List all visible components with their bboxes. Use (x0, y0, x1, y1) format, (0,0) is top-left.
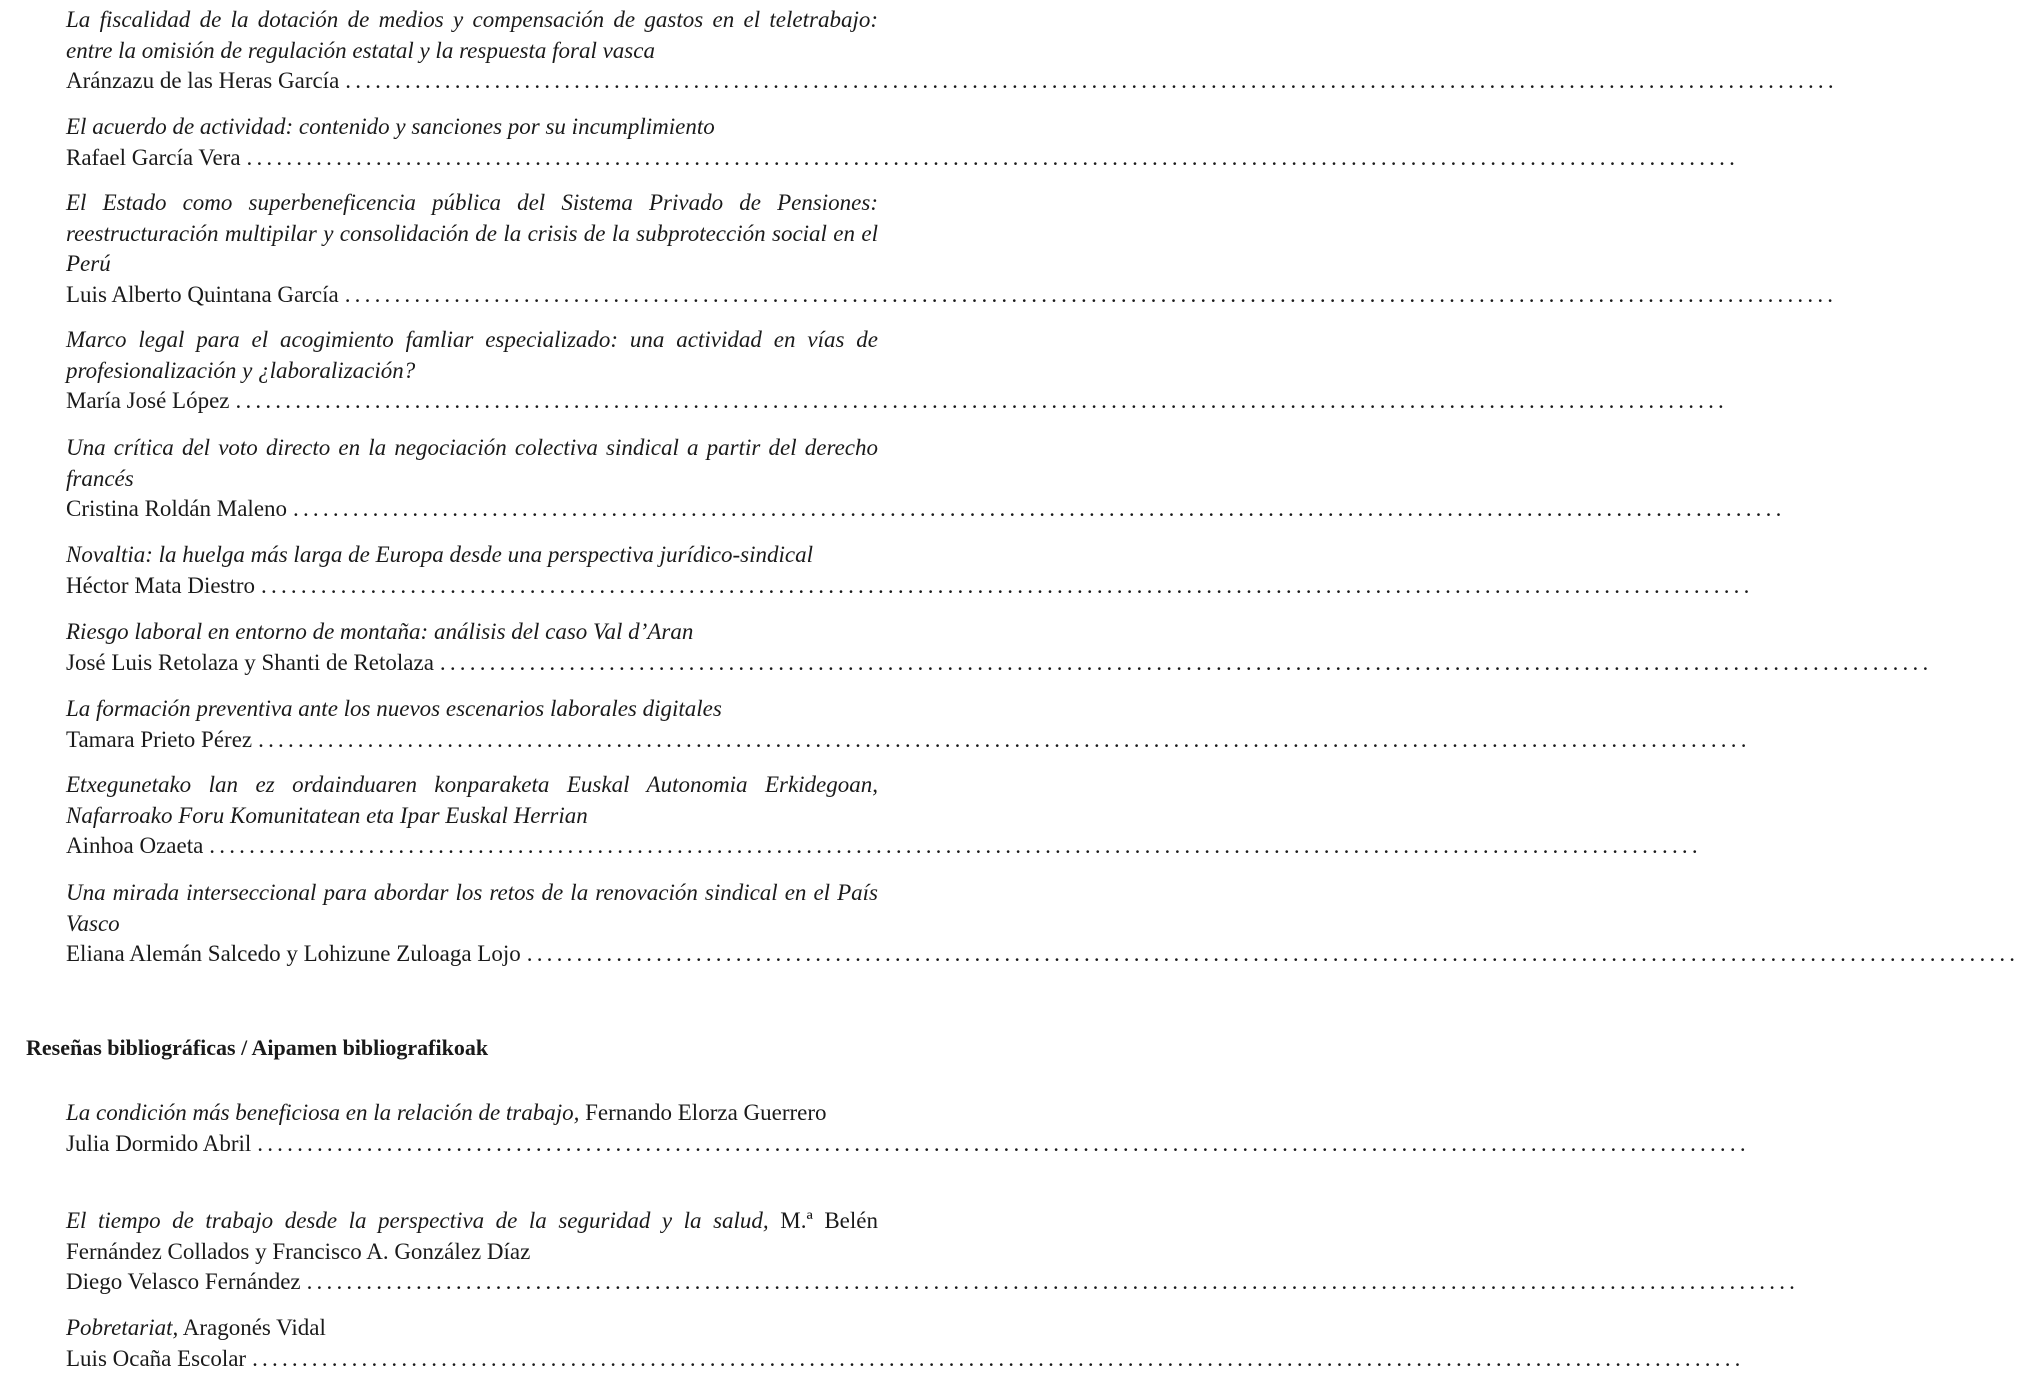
list-item (66, 540, 1754, 601)
author-line (66, 1267, 1800, 1298)
dot-leader: ...................................................................................................................................................... (246, 144, 1740, 170)
book-author: Fernando Elorza Guerrero (579, 1100, 827, 1125)
article-author: Ainhoa Ozaeta (66, 833, 204, 858)
review-book (66, 1313, 878, 1344)
book-title: La condición más beneficiosa en la relación de trabajo, (66, 1100, 580, 1125)
author-line (66, 1129, 1750, 1160)
article-author: José Luis Retolaza y Shanti de Retolaza (66, 649, 434, 675)
list-item (66, 770, 1702, 862)
reviewer: Diego Velasco Fernández (66, 1269, 301, 1294)
list-item (66, 878, 2019, 970)
article-title: La formación preventiva ante los nuevos escenarios laborales digitales (66, 696, 722, 721)
author-line (66, 66, 1838, 97)
list-item (66, 1206, 1800, 1298)
dot-leader: ...................................................................................................................................................... (293, 496, 1786, 521)
article-author: Cristina Roldán Maleno (66, 496, 288, 521)
reviewer: Julia Dormido Abril (66, 1130, 252, 1156)
dot-leader: ...................................................................................................................................................... (261, 572, 1754, 598)
list-item (66, 325, 1728, 417)
dot-leader: ...................................................................................................................................................... (252, 1345, 1745, 1371)
author-line (66, 648, 1933, 679)
author-line (66, 143, 1740, 174)
article-author: María José López (66, 388, 230, 413)
author-line (66, 571, 1754, 602)
section-heading: Reseñas bibliográficas / Aipamen bibliografikoak (26, 1035, 489, 1060)
dot-leader: ...................................................................................................................................................... (526, 941, 2019, 966)
list-item (66, 617, 1933, 678)
author-line (66, 494, 1786, 525)
article-author: Aránzazu de las Heras García (66, 68, 340, 93)
book-author: Aragonés Vidal (178, 1315, 326, 1340)
dot-leader: ...................................................................................................................................................... (345, 68, 1838, 93)
dot-leader: ...................................................................................................................................................... (257, 1130, 1750, 1156)
article-title: El Estado como superbeneficencia pública del Sistema Privado de Pensiones: reestructuración multipilar y consolidación de la crisis de la subprotección social en el Perú (66, 190, 878, 276)
author-line (66, 939, 2019, 970)
book-title: Pobretariat, (66, 1315, 179, 1340)
review-book (66, 1098, 878, 1129)
article-title: Una mirada interseccional para abordar los retos de la renovación sindical en el País Vasco (66, 880, 878, 936)
dot-leader: ...................................................................................................................................................... (235, 388, 1728, 413)
dot-leader: ...................................................................................................................................................... (439, 649, 1933, 675)
author-line (66, 831, 1702, 862)
article-title: Una crítica del voto directo en la negociación colectiva sindical a partir del derecho francés (66, 435, 878, 491)
article-author: Rafael García Vera (66, 144, 241, 170)
list-item (66, 1098, 1750, 1159)
article-author: Héctor Mata Diestro (66, 572, 256, 598)
author-line (66, 386, 1728, 417)
author-line (66, 280, 1838, 311)
article-title: Marco legal para el acogimiento famliar especializado: una actividad en vías de profesionalización y ¿laboralización? (66, 327, 878, 383)
dot-leader: ...................................................................................................................................................... (258, 726, 1751, 752)
article-title: Riesgo laboral en entorno de montaña: análisis del caso Val d’Aran (66, 619, 694, 644)
dot-leader: ...................................................................................................................................................... (209, 833, 1702, 858)
list-item (66, 112, 1740, 173)
article-title: Etxegunetako lan ez ordainduaren konparaketa Euskal Autonomia Erkidegoan, Nafarroako Foru Komunitatean eta Ipar Euskal Herrian (66, 772, 878, 828)
dot-leader: ...................................................................................................................................................... (306, 1269, 1800, 1294)
list-item (66, 433, 1786, 525)
article-author: Luis Alberto Quintana García (66, 281, 339, 307)
dot-leader: ...................................................................................................................................................... (344, 281, 1838, 307)
book-author: M.ª Belén Fernández Collados y Francisco A. González Díaz (66, 1208, 878, 1264)
article-author: Tamara Prieto Pérez (66, 726, 253, 752)
book-title: El tiempo de trabajo desde la perspectiva de la seguridad y la salud, (66, 1208, 769, 1233)
list-item (66, 694, 1751, 755)
article-title: La fiscalidad de la dotación de medios y compensación de gastos en el teletrabajo: entre la omisión de regulación estatal y la respuesta foral vasca (66, 7, 878, 63)
reviewer: Luis Ocaña Escolar (66, 1345, 247, 1371)
review-book (66, 1206, 878, 1267)
article-title: El acuerdo de actividad: contenido y sanciones por su incumplimiento (66, 114, 715, 139)
author-line (66, 725, 1751, 756)
article-author: Eliana Alemán Salcedo y Lohizune Zuloaga Lojo (66, 941, 521, 966)
article-title: Novaltia: la huelga más larga de Europa desde una perspectiva jurídico-sindical (66, 542, 813, 567)
list-item (66, 5, 1838, 97)
list-item (66, 188, 1838, 310)
list-item (66, 1313, 1745, 1374)
author-line (66, 1344, 1745, 1375)
